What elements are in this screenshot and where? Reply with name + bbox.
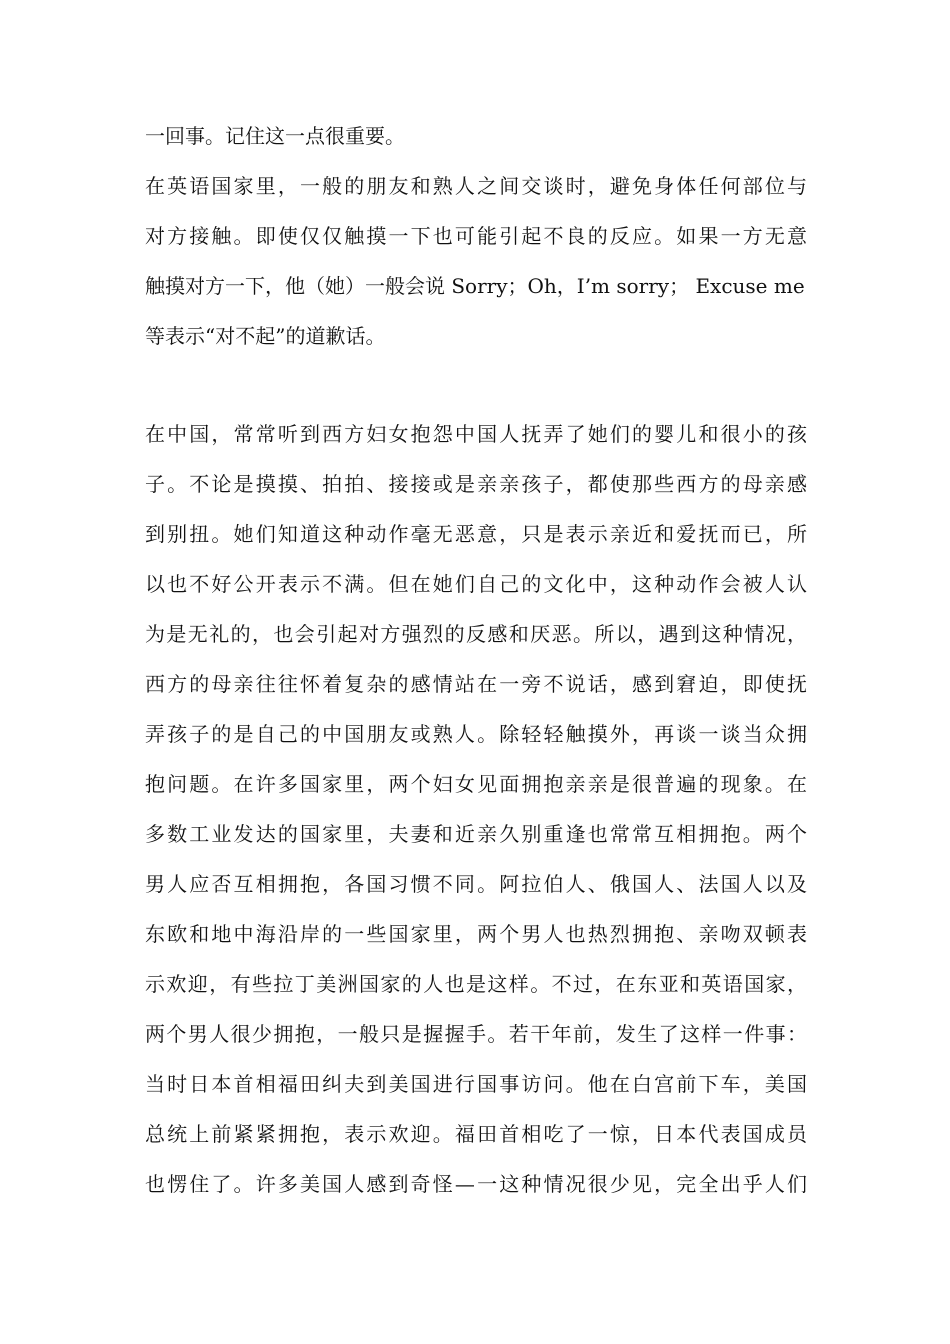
text-line: 西方的母亲往往怀着复杂的感情站在一旁不说话，感到窘迫，即使抚 xyxy=(145,672,807,696)
text-line: 多数工业发达的国家里，夫妻和近亲久别重逢也常常互相拥抱。两个 xyxy=(145,822,807,846)
text-line: 触摸对方一下，他（她）一般会说 Sorry；Oh，I’m sorry； Excuse me xyxy=(145,274,805,298)
text-line: 也愣住了。许多美国人感到奇怪—一这种情况很少见，完全出乎人们 xyxy=(145,1172,807,1196)
text-line: 当时日本首相福田纠夫到美国进行国事访问。他在白宫前下车，美国 xyxy=(145,1072,807,1096)
text-line: 以也不好公开表示不满。但在她们自己的文化中，这种动作会被人认 xyxy=(145,572,807,596)
text-line: 抱问题。在许多国家里，两个妇女见面拥抱亲亲是很普遍的现象。在 xyxy=(145,772,807,796)
text-line: 等表示“对不起”的道歉话。 xyxy=(145,324,386,348)
text-line: 在英语国家里，一般的朋友和熟人之间交谈时，避免身体任何部位与 xyxy=(145,174,807,198)
text-line: 到别扭。她们知道这种动作毫无恶意，只是表示亲近和爱抚而已，所 xyxy=(145,522,807,546)
text-line: 为是无礼的，也会引起对方强烈的反感和厌恶。所以，遇到这种情况， xyxy=(145,622,807,646)
text-line: 弄孩子的是自己的中国朋友或熟人。除轻轻触摸外，再谈一谈当众拥 xyxy=(145,722,807,746)
text-line: 对方接触。即使仅仅触摸一下也可能引起不良的反应。如果一方无意 xyxy=(145,224,807,248)
text-line: 子。不论是摸摸、拍拍、接接或是亲亲孩子，都使那些西方的母亲感 xyxy=(145,472,807,496)
text-line: 示欢迎，有些拉丁美洲国家的人也是这样。不过，在东亚和英语国家， xyxy=(145,972,807,996)
text-line: 总统上前紧紧拥抱，表示欢迎。福田首相吃了一惊，日本代表国成员 xyxy=(145,1122,807,1146)
text-line: 一回事。记住这一点很重要。 xyxy=(145,124,405,148)
text-line: 在中国，常常听到西方妇女抱怨中国人抚弄了她们的婴儿和很小的孩 xyxy=(145,422,807,446)
text-line: 东欧和地中海沿岸的一些国家里，两个男人也热烈拥抱、亲吻双顿表 xyxy=(145,922,807,946)
text-line: 两个男人很少拥抱，一般只是握握手。若干年前，发生了这样一件事： xyxy=(145,1022,807,1046)
text-line: 男人应否互相拥抱，各国习惯不同。阿拉伯人、俄国人、法国人以及 xyxy=(145,872,807,896)
